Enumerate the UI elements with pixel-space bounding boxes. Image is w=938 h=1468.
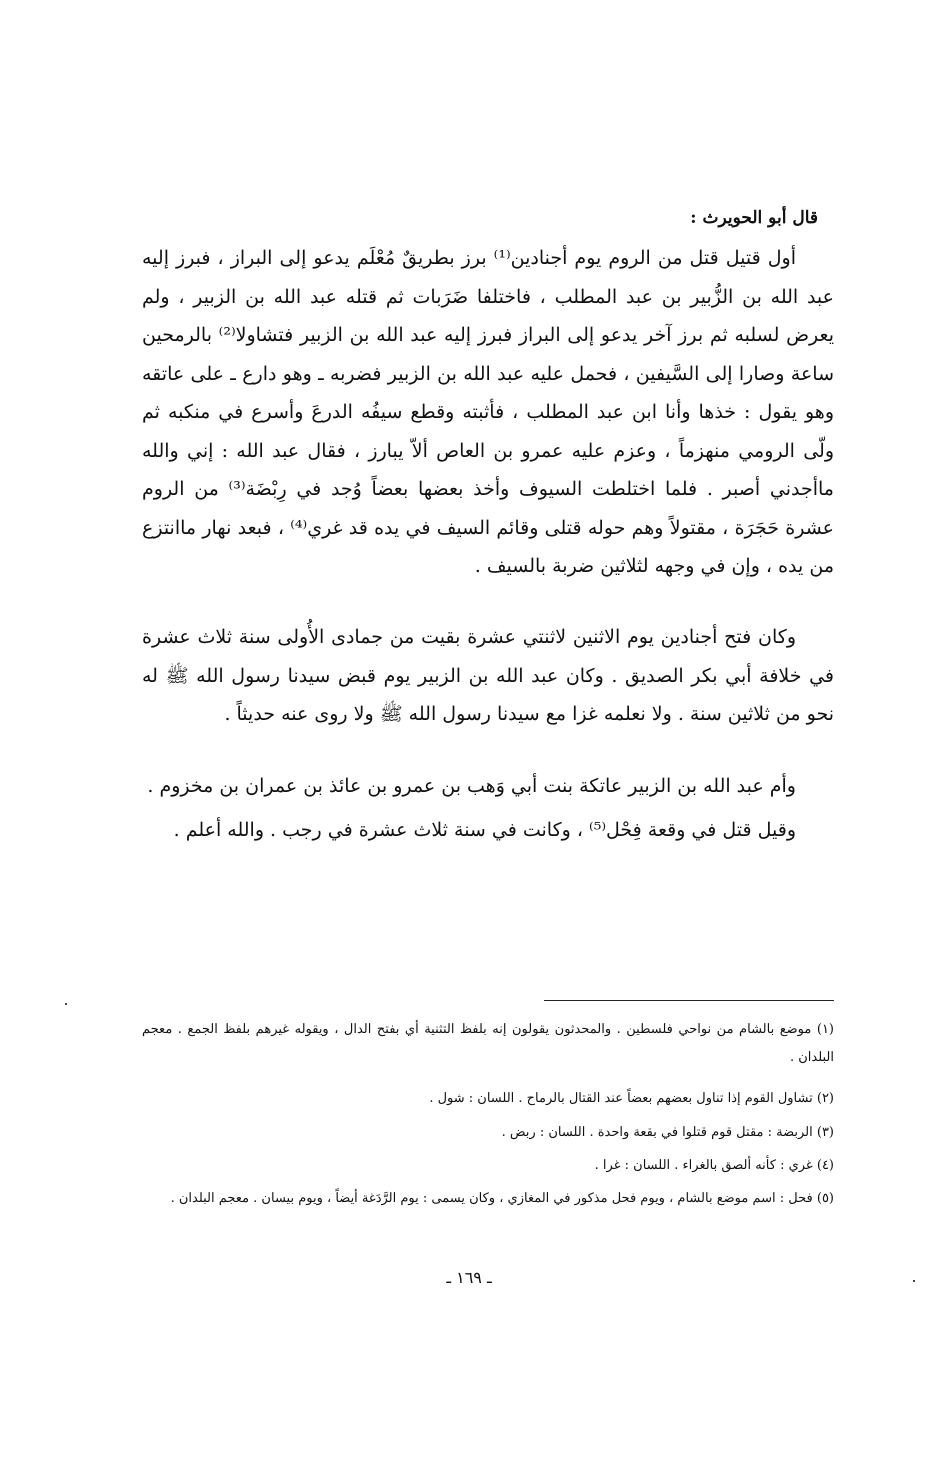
paragraph-battle-account: أول قتيل قتل من الروم يوم أجنادين⁽¹⁾ برز بطريقٌ مُعْلَم يدعو إلى البراز ، فبرز إليه عبد الله بن الزُّبير بن عبد المطلب ، فاختلفا ضَرَبات ثم قتله عبد الله بن الزبير ، ولم يعرض لسلبه ثم برز آخر يدعو إلى البراز فبرز إليه عبد الله بن الزبير فتشاولا⁽²⁾ بالرمحين ساعة وصارا إلى السَّيفين ، فحمل عليه عبد الله بن الزبير فضربه ـ وهو دارع ـ على عاتقه وهو يقول : خذها وأنا ابن عبد المطلب ، فأثبته وقطع سيفُه الدرعَ وأسرع في منكبه ثم ولّى الرومي منهزماً ، وعزم عليه عمرو بن العاص ألاّ يبارز ، فقال عبد الله : إني والله ماأجدني أصبر . فلما اختلطت السيوف وأخذ بعضها بعضاً وُجد في رِبْضَة⁽³⁾ من الروم عشرة حَجَرَة ، مقتولاً وهم حوله قتلى وقائم السيف في يده قد غري⁽⁴⁾ ، فبعد نهار ماانتزع من يده ، وإن في وجهه لثلاثين ضربة بالسيف . (142, 247, 834, 577)
footnote-5: (٥) فحل : اسم موضع بالشام ، ويوم فحل مذكور في المغازي ، وكان يسمى : يوم الرَّدَغة أيضاً ، ويوم بيسان . معجم البلدان . (170, 1191, 834, 1206)
footnote-3: (٣) الربضة : مقتل قوم قتلوا في بقعة واحدة . اللسان : ربض . (501, 1125, 834, 1140)
footnote-separator (544, 1000, 834, 1001)
scan-speck (913, 1280, 915, 1282)
footnote-2: (٢) تشاول القوم إذا تناول بعضهم بعضاً عند القتال بالرماح . اللسان : شول . (429, 1091, 834, 1106)
footnote-1: (١) موضع بالشام من نواحي فلسطين . والمحدثون يقولون إنه بلفظ التثنية أي بفتح الدال ، ويقوله غيرهم بلفظ الجمع . معجم البلدان . (142, 1022, 834, 1065)
section-heading: قال أبو الحويرث : (690, 208, 818, 228)
paragraph-mother: وأم عبد الله بن الزبير عاتكة بنت أبي وَهب بن عمرو بن عائذ بن عمران بن مخزوم . (147, 775, 796, 797)
page-number: ـ ١٦٩ ـ (446, 1268, 492, 1287)
footnote-4: (٤) غري : كأنه ألصق بالغراء . اللسان : غرا . (594, 1158, 834, 1173)
scan-speck (65, 1003, 67, 1005)
paragraph-alternate-death: وقيل قتل في وقعة فِحْل⁽⁵⁾ ، وكانت في سنة ثلاث عشرة في رجب . والله أعلم . (173, 819, 796, 841)
paragraph-conquest-date: وكان فتح أجنادين يوم الاثنين لاثنتي عشرة بقيت من جمادى الأُولى سنة ثلاث عشرة في خلافة أبي بكر الصديق . وكان عبد الله بن الزبير يوم قبض سيدنا رسول الله ﷺ له نحو من ثلاثين سنة . ولا نعلمه غزا مع سيدنا رسول الله ﷺ ولا روى عنه حديثاً . (142, 626, 834, 725)
